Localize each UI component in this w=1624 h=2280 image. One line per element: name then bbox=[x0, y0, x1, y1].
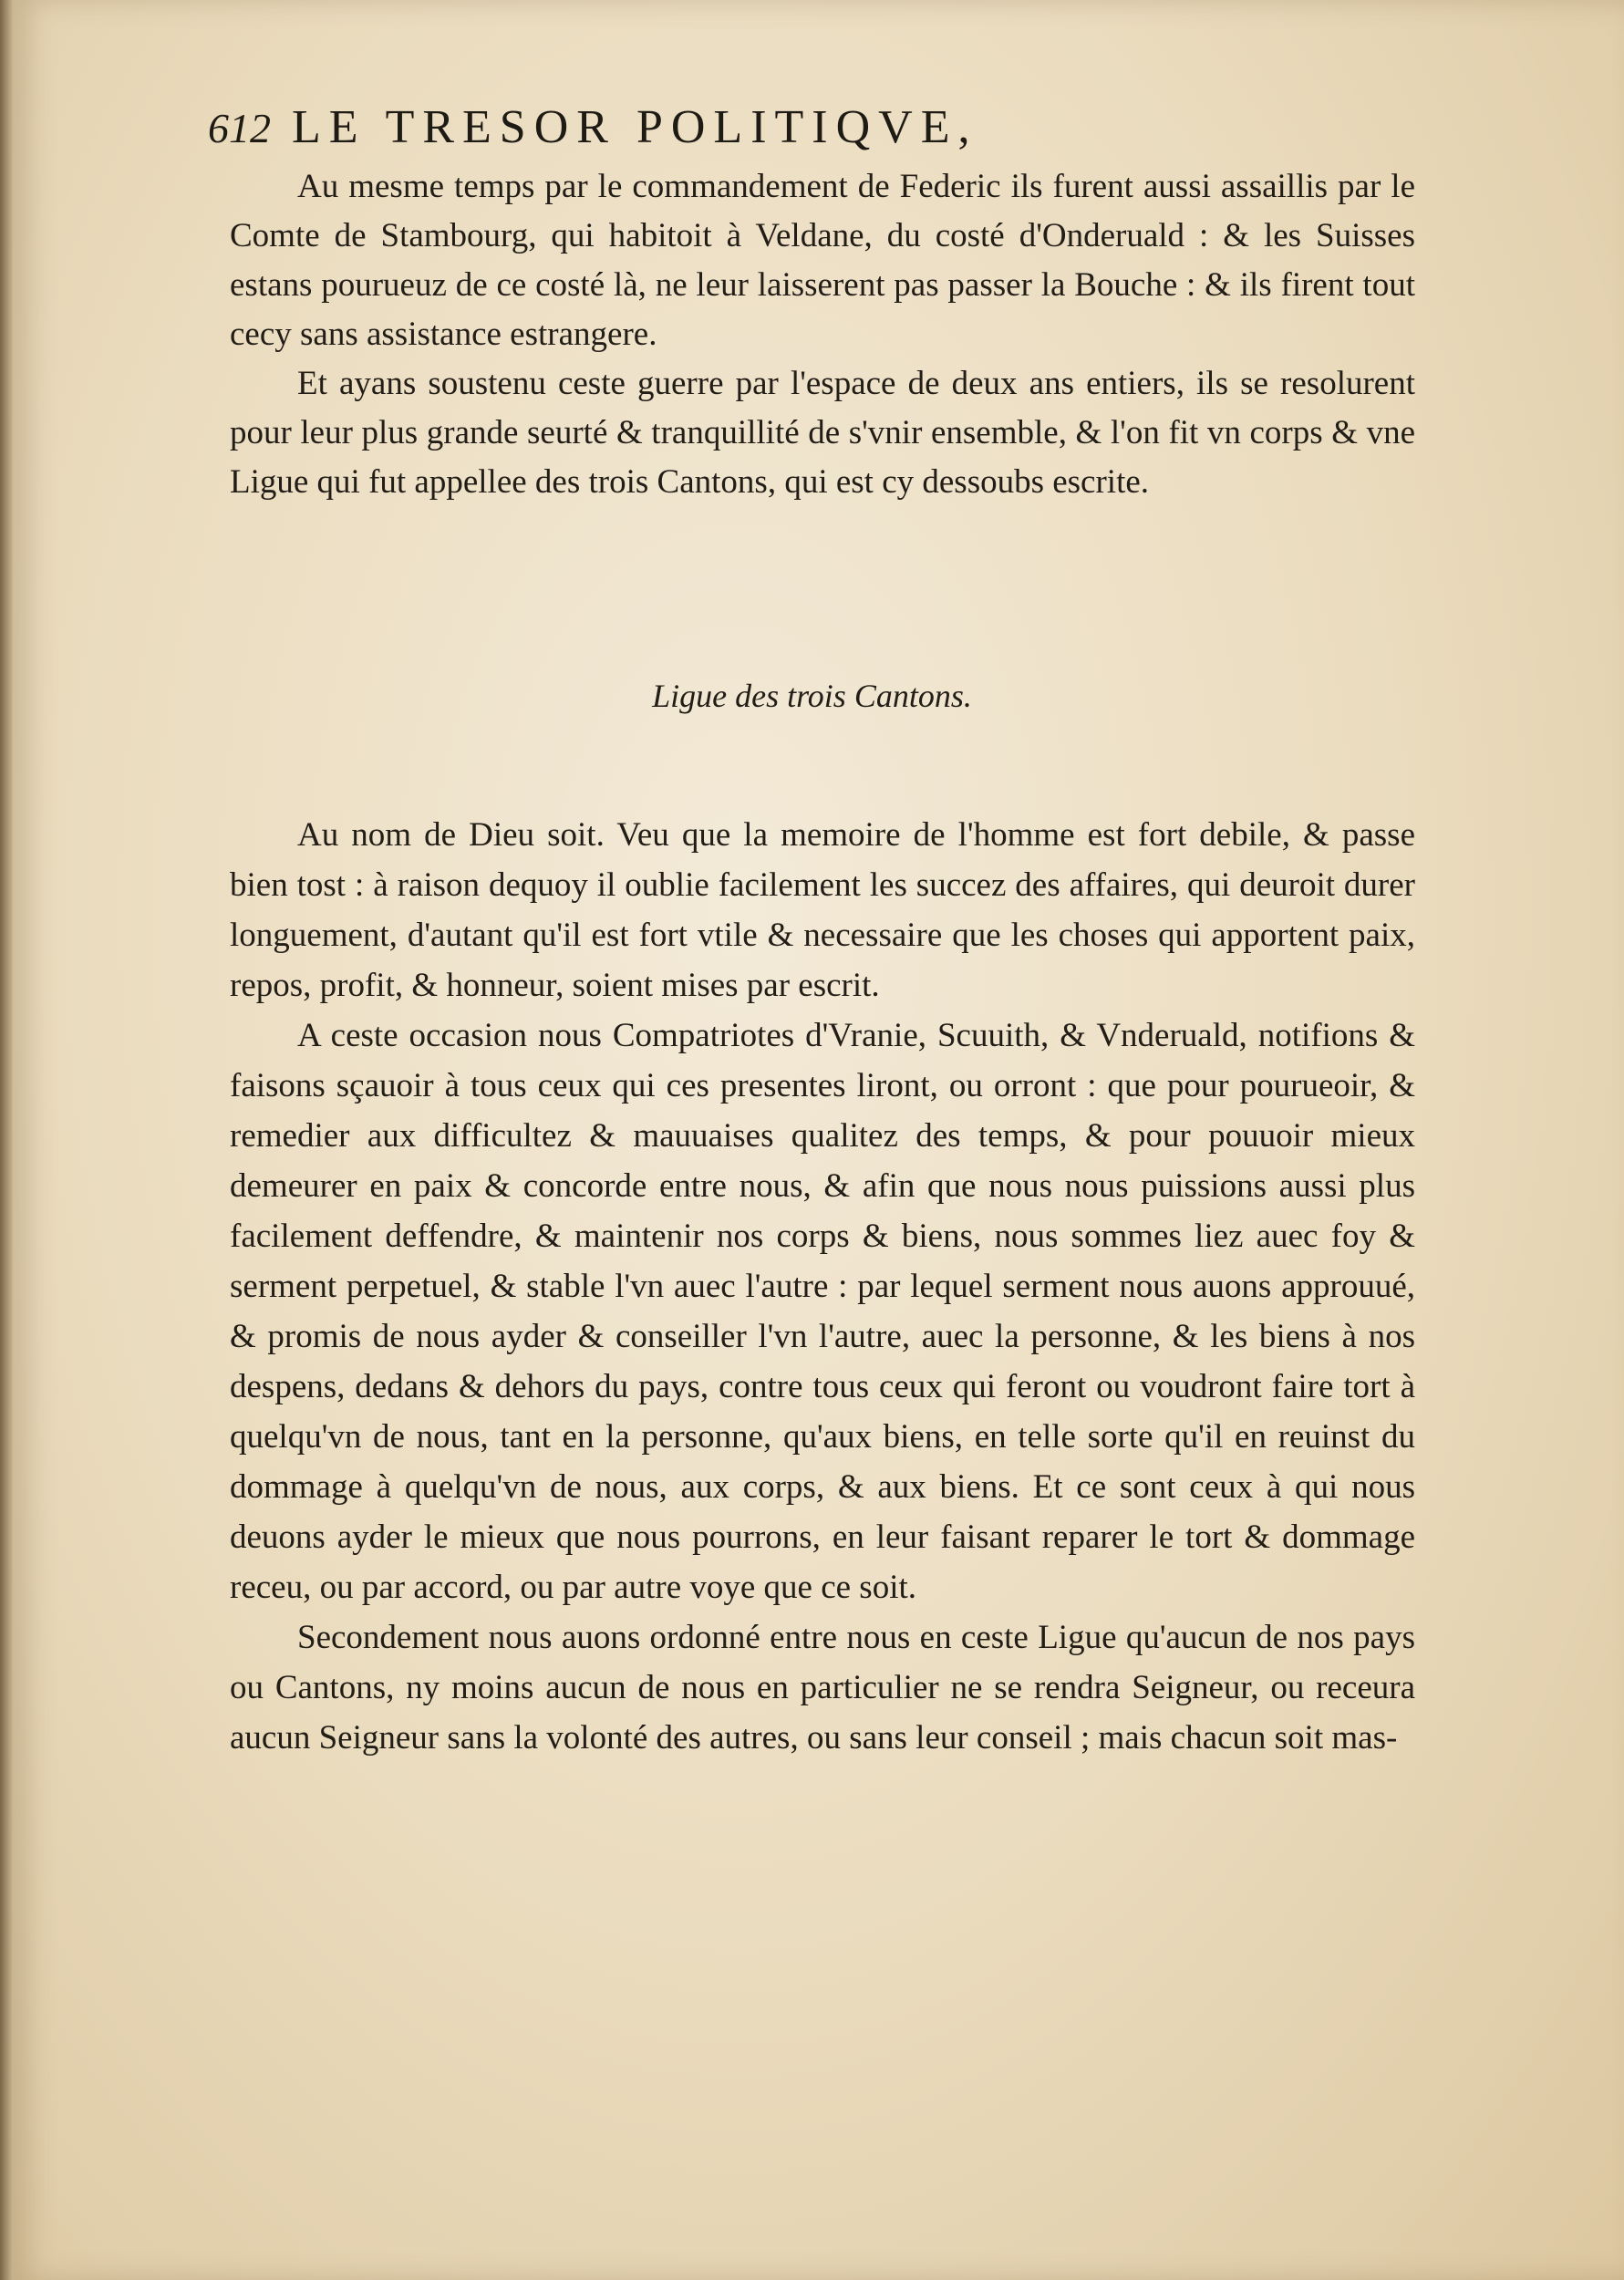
paragraph: Et ayans soustenu ceste guerre par l'espace de deux ans entiers, ils se resolurent pour leur plus grande seurté & tranquillité de s'vnir ensemble, & l'on fit vn corps & vne Ligue qui fut appellee des trois Cantons, qui est cy dessoubs escrite. bbox=[230, 365, 1415, 501]
paragraph: Au mesme temps par le commandement de Federic ils furent aussi assaillis par le Comte de Stambourg, qui habitoit à Veldane, du costé d'Onderuald : & les Suisses estans pourueuz de ce costé là, ne leur laisserent pas passer la Bouche : & ils firent tout cecy sans assistance estrangere. bbox=[230, 168, 1415, 353]
page-header bbox=[208, 100, 1466, 164]
running-title: LE TRESOR POLITIQVE, bbox=[292, 101, 978, 153]
section-heading: Ligue des trois Cantons. bbox=[652, 678, 972, 714]
paragraph: Au nom de Dieu soit. Veu que la memoire de l'homme est fort debile, & passe bien tost : à raison dequoy il oublie facilement les succez des affaires, qui deuroit durer longuement, d'autant qu'il est fort vtile & necessaire que les choses qui apportent paix, repos, profit, & honneur, soient mises par escrit. bbox=[230, 816, 1415, 1004]
league-text bbox=[230, 810, 1415, 1763]
page-number: 612 bbox=[208, 105, 271, 151]
paragraph: Secondement nous auons ordonné entre nous en ceste Ligue qu'aucun de nos pays ou Cantons, ny moins aucun de nous en particulier ne se rendra Seigneur, ou receura aucun Seigneur sans la volonté des autres, ou sans leur conseil ; mais chacun soit mas- bbox=[230, 1619, 1415, 1757]
intro-text bbox=[230, 162, 1415, 507]
binding-gutter bbox=[0, 0, 13, 2280]
paragraph: A ceste occasion nous Compatriotes d'Vranie, Scuuith, & Vnderuald, notifions & faisons sçauoir à tous ceux qui ces presentes liront, ou orront : que pour pourueoir, & remedier aux difficultez & mauuaises qualitez des temps, & pour pouuoir mieux demeurer en paix & concorde entre nous, & afin que nous nous puissions aussi plus facilement deffendre, & maintenir nos corps & biens, nous sommes liez auec foy & serment perpetuel, & stable l'vn auec l'autre : par lequel serment nous auons approuué, & promis de nous ayder & conseiller l'vn l'autre, auec la personne, & les biens à nos despens, dedans & dehors du pays, contre tous ceux qui feront ou voudront faire tort à quelqu'vn de nous, tant en la personne, qu'aux biens, en telle sorte qu'il en reuinst du dommage à quelqu'vn de nous, aux corps, & aux biens. Et ce sont ceux à qui nous deuons ayder le mieux que nous pourrons, en leur faisant reparer le tort & dommage receu, ou par accord, ou par autre voye que ce soit. bbox=[230, 1017, 1415, 1606]
